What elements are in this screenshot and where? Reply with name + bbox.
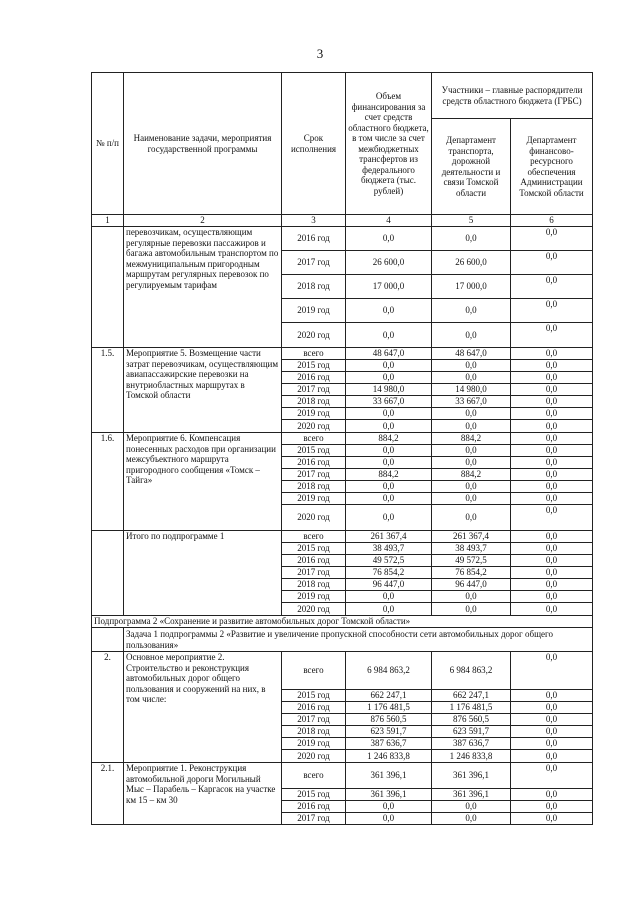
header-volume: Объем финансирования за счет средств областного бюджета, в том числе за счет межбюджетных трансфертов из федерального бюджета (тыс. рублей) (346, 73, 432, 215)
term-cell: 2016 год (282, 801, 346, 813)
amount-cell: 662 247,1 (346, 690, 432, 702)
amount-cell: 0,0 (346, 493, 432, 505)
row-number: 2.1. (92, 763, 124, 825)
term-cell: 2017 год (282, 714, 346, 726)
term-cell: 2020 год (282, 603, 346, 616)
amount-cell: 14 980,0 (346, 384, 432, 396)
col-number: 6 (511, 215, 593, 227)
term-cell: всего (282, 531, 346, 543)
amount-cell: 0,0 (511, 445, 593, 457)
term-cell: 2020 год (282, 505, 346, 531)
amount-cell: 0,0 (346, 445, 432, 457)
amount-cell: 884,2 (346, 433, 432, 445)
amount-cell: 387 636,7 (432, 738, 511, 750)
term-cell: 2017 год (282, 251, 346, 275)
row-number: 1.5. (92, 348, 124, 433)
amount-cell: 96 447,0 (432, 579, 511, 591)
amount-cell: 0,0 (432, 323, 511, 348)
term-cell: всего (282, 652, 346, 690)
amount-cell: 0,0 (432, 457, 511, 469)
term-cell: 2017 год (282, 469, 346, 481)
amount-cell: 361 396,1 (346, 789, 432, 801)
amount-cell: 0,0 (511, 372, 593, 384)
amount-cell: 48 647,0 (346, 348, 432, 360)
amount-cell: 662 247,1 (432, 690, 511, 702)
col-number: 5 (432, 215, 511, 227)
amount-cell: 1 176 481,5 (432, 702, 511, 714)
col-number: 4 (346, 215, 432, 227)
amount-cell: 0,0 (511, 813, 593, 825)
amount-cell: 0,0 (432, 481, 511, 493)
header-dept-transport: Департамент транспорта, дорожной деятельности и связи Томской области (432, 119, 511, 215)
amount-cell: 96 447,0 (346, 579, 432, 591)
amount-cell: 0,0 (511, 531, 593, 543)
amount-cell: 0,0 (511, 360, 593, 372)
amount-cell: 0,0 (432, 372, 511, 384)
amount-cell: 1 246 833,8 (432, 750, 511, 763)
term-cell: 2016 год (282, 702, 346, 714)
amount-cell: 0,0 (511, 420, 593, 433)
amount-cell: 0,0 (511, 384, 593, 396)
subprogram-2-title: Подпрограмма 2 «Сохранение и развитие автомобильных дорог Томской области» (92, 616, 593, 628)
amount-cell: 0,0 (511, 750, 593, 763)
amount-cell: 14 980,0 (432, 384, 511, 396)
amount-cell: 0,0 (511, 789, 593, 801)
amount-cell: 0,0 (432, 603, 511, 616)
term-cell: 2015 год (282, 543, 346, 555)
table-row (92, 531, 593, 543)
amount-cell: 0,0 (511, 801, 593, 813)
term-cell: 2016 год (282, 555, 346, 567)
term-cell: 2020 год (282, 323, 346, 348)
amount-cell: 0,0 (511, 396, 593, 408)
amount-cell: 0,0 (346, 360, 432, 372)
amount-cell: 0,0 (346, 457, 432, 469)
amount-cell: 0,0 (346, 299, 432, 323)
amount-cell: 1 246 833,8 (346, 750, 432, 763)
term-cell: 2018 год (282, 481, 346, 493)
amount-cell: 0,0 (432, 227, 511, 251)
amount-cell: 361 396,1 (432, 763, 511, 789)
term-cell: всего (282, 348, 346, 360)
amount-cell: 38 493,7 (346, 543, 432, 555)
column-numbers-row (92, 215, 593, 227)
amount-cell: 26 600,0 (432, 251, 511, 275)
amount-cell: 0,0 (511, 603, 593, 616)
amount-cell: 76 854,2 (346, 567, 432, 579)
term-cell: 2017 год (282, 384, 346, 396)
term-cell: 2015 год (282, 360, 346, 372)
block-2-1 (92, 763, 593, 825)
term-cell: 2018 год (282, 726, 346, 738)
amount-cell: 49 572,5 (432, 555, 511, 567)
amount-cell: 0,0 (511, 690, 593, 702)
amount-cell: 623 591,7 (432, 726, 511, 738)
block-1-6 (92, 433, 593, 531)
measure-name: Итого по подпрограмме 1 (124, 531, 282, 616)
measure-name: Мероприятие 1. Реконструкция автомобильной дороги Могильный Мыс – Парабель – Каргасок на участке км 15 – км 30 (124, 763, 282, 825)
term-cell: 2019 год (282, 408, 346, 420)
term-cell: всего (282, 763, 346, 789)
row-number: 2. (92, 652, 124, 763)
amount-cell: 76 854,2 (432, 567, 511, 579)
term-cell: 2017 год (282, 813, 346, 825)
amount-cell: 361 396,1 (432, 789, 511, 801)
amount-cell: 0,0 (432, 591, 511, 603)
amount-cell: 361 396,1 (346, 763, 432, 789)
term-cell: 2019 год (282, 738, 346, 750)
amount-cell: 0,0 (511, 408, 593, 420)
amount-cell: 0,0 (432, 420, 511, 433)
term-cell: 2018 год (282, 275, 346, 299)
block-1-5 (92, 348, 593, 433)
term-cell: 2019 год (282, 299, 346, 323)
term-cell: 2016 год (282, 372, 346, 384)
table-row (92, 227, 593, 251)
block-total-subprogram-1 (92, 531, 593, 616)
measure-name: Мероприятие 6. Компенсация понесенных расходов при организации межсубъектного маршрута пригородного сообщения «Томск – Тайга» (124, 433, 282, 531)
block-2 (92, 652, 593, 763)
table-row (92, 763, 593, 789)
term-cell: 2015 год (282, 445, 346, 457)
amount-cell: 0,0 (432, 408, 511, 420)
term-cell: 2019 год (282, 591, 346, 603)
term-cell: 2020 год (282, 750, 346, 763)
amount-cell: 49 572,5 (346, 555, 432, 567)
amount-cell: 876 560,5 (346, 714, 432, 726)
amount-cell: 884,2 (432, 469, 511, 481)
row-number: 1.6. (92, 433, 124, 531)
header-num: № п/п (92, 73, 124, 215)
row-number (92, 531, 124, 616)
amount-cell: 6 984 863,2 (346, 652, 432, 690)
amount-cell: 0,0 (511, 433, 593, 445)
amount-cell: 0,0 (511, 652, 593, 690)
amount-cell: 261 367,4 (432, 531, 511, 543)
amount-cell: 0,0 (511, 591, 593, 603)
amount-cell: 0,0 (346, 227, 432, 251)
amount-cell: 0,0 (346, 505, 432, 531)
header-dept-finance: Департамент финансово-ресурсного обеспечения Администрации Томской области (511, 119, 593, 215)
term-cell: всего (282, 433, 346, 445)
amount-cell: 6 984 863,2 (432, 652, 511, 690)
table-row (92, 348, 593, 360)
amount-cell: 0,0 (511, 469, 593, 481)
term-cell: 2020 год (282, 420, 346, 433)
amount-cell: 0,0 (432, 299, 511, 323)
amount-cell: 48 647,0 (432, 348, 511, 360)
empty-cell (92, 628, 124, 652)
amount-cell: 0,0 (432, 360, 511, 372)
amount-cell: 33 667,0 (346, 396, 432, 408)
amount-cell: 0,0 (346, 813, 432, 825)
amount-cell: 0,0 (511, 251, 593, 275)
amount-cell: 387 636,7 (346, 738, 432, 750)
amount-cell: 0,0 (511, 323, 593, 348)
col-number: 2 (124, 215, 282, 227)
amount-cell: 38 493,7 (432, 543, 511, 555)
amount-cell: 0,0 (511, 493, 593, 505)
page-number: 3 (316, 46, 324, 61)
amount-cell: 33 667,0 (432, 396, 511, 408)
term-cell: 2019 год (282, 493, 346, 505)
amount-cell: 0,0 (511, 726, 593, 738)
block-a (92, 227, 593, 348)
amount-cell: 0,0 (346, 420, 432, 433)
amount-cell: 0,0 (511, 702, 593, 714)
amount-cell: 0,0 (511, 714, 593, 726)
amount-cell: 0,0 (346, 801, 432, 813)
amount-cell: 0,0 (511, 555, 593, 567)
amount-cell: 0,0 (346, 323, 432, 348)
amount-cell: 884,2 (346, 469, 432, 481)
amount-cell: 0,0 (511, 738, 593, 750)
col-number: 3 (282, 215, 346, 227)
amount-cell: 17 000,0 (346, 275, 432, 299)
header-name: Наименование задачи, мероприятия государственной программы (124, 73, 282, 215)
col-number: 1 (92, 215, 124, 227)
term-cell: 2016 год (282, 457, 346, 469)
row-number (92, 227, 124, 348)
amount-cell: 884,2 (432, 433, 511, 445)
amount-cell: 261 367,4 (346, 531, 432, 543)
table-row (92, 652, 593, 690)
amount-cell: 0,0 (511, 763, 593, 789)
amount-cell: 0,0 (432, 493, 511, 505)
term-cell: 2016 год (282, 227, 346, 251)
amount-cell: 0,0 (432, 801, 511, 813)
amount-cell: 0,0 (511, 227, 593, 251)
amount-cell: 0,0 (432, 505, 511, 531)
amount-cell: 0,0 (346, 372, 432, 384)
amount-cell: 0,0 (346, 481, 432, 493)
amount-cell: 1 176 481,5 (346, 702, 432, 714)
header-term: Срок исполнения (282, 73, 346, 215)
amount-cell: 0,0 (346, 603, 432, 616)
task-1-title: Задача 1 подпрограммы 2 «Развитие и увеличение пропускной способности сети автомобильных дорог общего пользования» (124, 628, 593, 652)
amount-cell: 0,0 (511, 579, 593, 591)
amount-cell: 0,0 (511, 275, 593, 299)
header-participants: Участники – главные распорядители средств областного бюджета (ГРБС) (432, 73, 593, 119)
measure-name: перевозчикам, осуществляющим регулярные перевозки пассажиров и багажа автомобильным транспортом по межмуниципальным пригородным маршрутам регулярных перевозок по регулируемым тарифам (124, 227, 282, 348)
financing-table (91, 72, 593, 825)
amount-cell: 26 600,0 (346, 251, 432, 275)
amount-cell: 17 000,0 (432, 275, 511, 299)
term-cell: 2015 год (282, 789, 346, 801)
amount-cell: 0,0 (346, 408, 432, 420)
amount-cell: 0,0 (511, 348, 593, 360)
term-cell: 2018 год (282, 396, 346, 408)
term-cell: 2015 год (282, 690, 346, 702)
amount-cell: 0,0 (346, 591, 432, 603)
amount-cell: 0,0 (511, 299, 593, 323)
term-cell: 2018 год (282, 579, 346, 591)
amount-cell: 0,0 (511, 543, 593, 555)
amount-cell: 0,0 (432, 445, 511, 457)
amount-cell: 0,0 (511, 567, 593, 579)
term-cell: 2017 год (282, 567, 346, 579)
amount-cell: 876 560,5 (432, 714, 511, 726)
amount-cell: 0,0 (511, 505, 593, 531)
measure-name: Основное мероприятие 2. Строительство и реконструкция автомобильных дорог общего пользования и сооружений на них, в том числе: (124, 652, 282, 763)
measure-name: Мероприятие 5. Возмещение части затрат перевозчикам, осуществляющим авиапассажирские перевозки на внутриобластных маршрутах в Томской области (124, 348, 282, 433)
amount-cell: 0,0 (511, 457, 593, 469)
amount-cell: 623 591,7 (346, 726, 432, 738)
table-row (92, 433, 593, 445)
amount-cell: 0,0 (432, 813, 511, 825)
amount-cell: 0,0 (511, 481, 593, 493)
